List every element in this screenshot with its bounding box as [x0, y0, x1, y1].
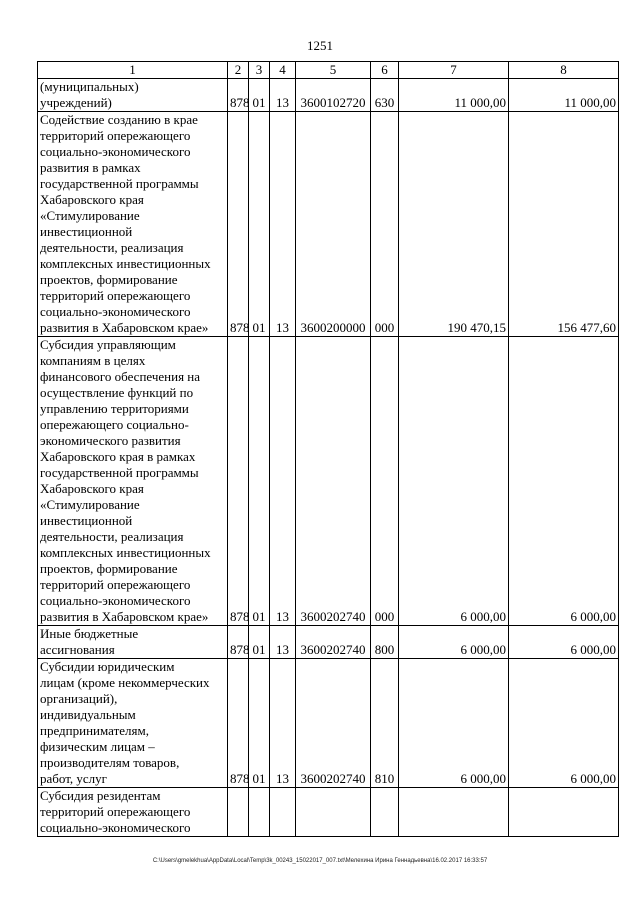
subsection-cell: 13 [270, 659, 296, 788]
row-name-line: производителям товаров, [40, 755, 180, 770]
expense-type-cell: 810 [371, 659, 399, 788]
row-name-line: государственной программы [40, 465, 199, 480]
subsection-cell: 13 [270, 79, 296, 112]
section-cell [249, 788, 270, 837]
col-header-5: 5 [296, 62, 371, 79]
amount-year1-cell: 6 000,00 [399, 337, 509, 626]
row-name-line: территорий опережающего [40, 128, 191, 143]
subsection-cell: 13 [270, 337, 296, 626]
row-name-line: индивидуальным [40, 707, 136, 722]
amount-year2-cell: 6 000,00 [509, 337, 619, 626]
row-name-line: деятельности, реализация [40, 529, 184, 544]
amount-year1-cell: 6 000,00 [399, 626, 509, 659]
section-cell: 01 [249, 659, 270, 788]
row-name-cell [38, 626, 228, 659]
row-name-line: «Стимулирование [40, 497, 140, 512]
amount-year2-cell [509, 788, 619, 837]
amount-year2-cell: 6 000,00 [509, 626, 619, 659]
target-article-cell: 3600202740 [296, 626, 371, 659]
section-cell: 01 [249, 626, 270, 659]
footer-file-path: C:\Users\gmelekhua\AppData\Local\Temp\3k_00243_15022017_007.txt\Мелехина Ирина Геннадьевна\16.02.2017 16:33:57 [152, 858, 488, 864]
row-name-line: территорий опережающего [40, 577, 191, 592]
expense-type-cell: 000 [371, 337, 399, 626]
row-name-line: Содействие созданию в крае [40, 112, 198, 127]
amount-year1-cell [399, 788, 509, 837]
col-header-4: 4 [270, 62, 296, 79]
row-name-line: Субсидии юридическим [40, 659, 175, 674]
target-article-cell [296, 788, 371, 837]
amount-year2-cell: 6 000,00 [509, 659, 619, 788]
row-name-line: учреждений) [40, 95, 112, 110]
admin-code-cell: 878 [228, 626, 249, 659]
row-name-line: деятельности, реализация [40, 240, 184, 255]
col-header-7: 7 [399, 62, 509, 79]
row-name-line: социально-экономического [40, 820, 191, 835]
row-name-line: компаниям в целях [40, 353, 146, 368]
table-row [38, 788, 619, 837]
row-name-line: «Стимулирование [40, 208, 140, 223]
col-header-3: 3 [249, 62, 270, 79]
row-name-line: Субсидия резидентам [40, 788, 161, 803]
header-row [38, 62, 619, 79]
amount-year1-cell: 190 470,15 [399, 112, 509, 337]
row-name-line: территорий опережающего [40, 288, 191, 303]
expense-type-cell: 000 [371, 112, 399, 337]
amount-year1-cell: 6 000,00 [399, 659, 509, 788]
col-header-2: 2 [228, 62, 249, 79]
table-row [38, 337, 619, 626]
col-header-8: 8 [509, 62, 619, 79]
expense-type-cell [371, 788, 399, 837]
subsection-cell: 13 [270, 626, 296, 659]
row-name-line: Хабаровского края [40, 192, 144, 207]
row-name-line: лицам (кроме некоммерческих [40, 675, 210, 690]
amount-year1-cell: 11 000,00 [399, 79, 509, 112]
row-name-line: работ, услуг [40, 771, 108, 786]
row-name-line: социально-экономического [40, 144, 191, 159]
target-article-cell: 3600102720 [296, 79, 371, 112]
table-row [38, 112, 619, 337]
expense-type-cell: 630 [371, 79, 399, 112]
admin-code-cell: 878 [228, 79, 249, 112]
col-header-6: 6 [371, 62, 399, 79]
section-cell: 01 [249, 79, 270, 112]
amount-year2-cell: 156 477,60 [509, 112, 619, 337]
row-name-cell [38, 112, 228, 337]
row-name-line: физическим лицам – [40, 739, 155, 754]
row-name-cell [38, 79, 228, 112]
row-name-line: государственной программы [40, 176, 199, 191]
row-name-line: (муниципальных) [40, 79, 139, 94]
row-name-line: опережающего социально- [40, 417, 189, 432]
table-row [38, 659, 619, 788]
row-name-line: проектов, формирование [40, 561, 178, 576]
section-cell: 01 [249, 337, 270, 626]
amount-year2-cell: 11 000,00 [509, 79, 619, 112]
admin-code-cell: 878 [228, 337, 249, 626]
row-name-cell [38, 659, 228, 788]
row-name-line: финансового обеспечения на [40, 369, 201, 384]
target-article-cell: 3600202740 [296, 659, 371, 788]
row-name-line: предпринимателям, [40, 723, 149, 738]
admin-code-cell: 878 [228, 659, 249, 788]
row-name-line: осуществление функций по [40, 385, 194, 400]
target-article-cell: 3600202740 [296, 337, 371, 626]
row-name-line: развития в рамках [40, 160, 141, 175]
row-name-line: организаций), [40, 691, 118, 706]
table-row [38, 79, 619, 112]
row-name-line: Субсидия управляющим [40, 337, 176, 352]
row-name-line: развития в Хабаровском крае» [40, 609, 209, 624]
row-name-line: Иные бюджетные [40, 626, 139, 641]
row-name-line: экономического развития [40, 433, 181, 448]
row-name-line: Хабаровского края в рамках [40, 449, 196, 464]
row-name-line: инвестиционной [40, 224, 133, 239]
table-row [38, 626, 619, 659]
row-name-line: ассигнования [40, 642, 115, 657]
budget-table [37, 61, 619, 837]
expense-type-cell: 800 [371, 626, 399, 659]
row-name-line: инвестиционной [40, 513, 133, 528]
col-header-1: 1 [38, 62, 228, 79]
row-name-line: социально-экономического [40, 304, 191, 319]
row-name-line: территорий опережающего [40, 804, 191, 819]
row-name-line: управлению территориями [40, 401, 189, 416]
target-article-cell: 3600200000 [296, 112, 371, 337]
row-name-line: комплексных инвестиционных [40, 545, 211, 560]
row-name-line: комплексных инвестиционных [40, 256, 211, 271]
subsection-cell: 13 [270, 112, 296, 337]
admin-code-cell [228, 788, 249, 837]
row-name-line: развития в Хабаровском крае» [40, 320, 209, 335]
row-name-cell [38, 337, 228, 626]
row-name-cell [38, 788, 228, 837]
section-cell: 01 [249, 112, 270, 337]
row-name-line: проектов, формирование [40, 272, 178, 287]
row-name-line: социально-экономического [40, 593, 191, 608]
row-name-line: Хабаровского края [40, 481, 144, 496]
subsection-cell [270, 788, 296, 837]
page-number: 1251 [307, 38, 333, 53]
admin-code-cell: 878 [228, 112, 249, 337]
